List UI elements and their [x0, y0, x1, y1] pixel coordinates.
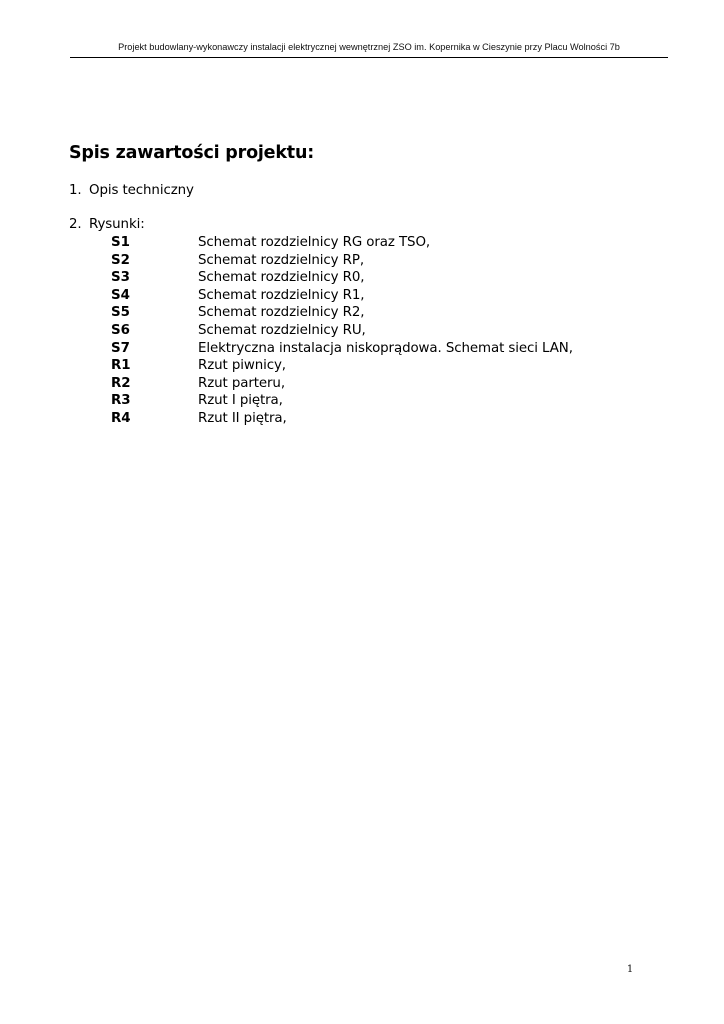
drawing-code: S3 [111, 270, 130, 286]
drawing-description: Schemat rozdzielnicy RU, [198, 322, 366, 338]
drawings-list [0, 235, 724, 429]
drawing-code: S7 [111, 340, 130, 356]
drawing-description: Rzut II piętra, [198, 410, 287, 426]
drawing-row [0, 393, 724, 411]
drawing-row [0, 288, 724, 306]
drawing-code: S5 [111, 305, 130, 321]
contents-item-technical-description [69, 183, 194, 198]
contents-item-number: 2. [69, 217, 82, 232]
contents-item-label: Rysunki: [89, 217, 145, 232]
drawing-code: R2 [111, 375, 131, 391]
drawing-description: Rzut I piętra, [198, 393, 283, 409]
header-divider [70, 57, 668, 58]
drawing-row [0, 358, 724, 376]
running-header: Projekt budowlany-wykonawczy instalacji elektrycznej wewnętrznej ZSO im. Kopernika w Cieszynie przy Placu Wolności 7b [118, 42, 620, 52]
drawing-description: Schemat rozdzielnicy RP, [198, 252, 364, 268]
drawing-description: Schemat rozdzielnicy R2, [198, 305, 365, 321]
page-number: 1 [626, 964, 634, 975]
drawing-description: Schemat rozdzielnicy RG oraz TSO, [198, 235, 431, 250]
drawing-code: R1 [111, 358, 131, 374]
drawing-row [0, 305, 724, 323]
drawing-description: Rzut piwnicy, [198, 358, 286, 374]
drawing-row [0, 253, 724, 271]
drawing-code: S4 [111, 287, 130, 303]
drawing-code: R4 [111, 410, 131, 426]
drawing-description: Schemat rozdzielnicy R0, [198, 270, 365, 286]
drawing-row [0, 235, 724, 253]
contents-item-number: 1. [69, 183, 82, 198]
drawing-row [0, 376, 724, 394]
drawing-code: S1 [111, 235, 130, 250]
drawing-code: S2 [111, 252, 130, 268]
drawing-row [0, 323, 724, 341]
drawing-row [0, 411, 724, 429]
drawing-row [0, 270, 724, 288]
contents-item-drawings [69, 217, 145, 232]
drawing-row [0, 341, 724, 359]
drawing-code: S6 [111, 322, 130, 338]
contents-item-label: Opis techniczny [89, 183, 194, 198]
drawing-description: Rzut parteru, [198, 375, 285, 391]
drawing-description: Elektryczna instalacja niskoprądowa. Schemat sieci LAN, [198, 340, 573, 356]
drawing-description: Schemat rozdzielnicy R1, [198, 287, 365, 303]
drawing-code: R3 [111, 393, 131, 409]
page-title: Spis zawartości projektu: [69, 143, 315, 163]
